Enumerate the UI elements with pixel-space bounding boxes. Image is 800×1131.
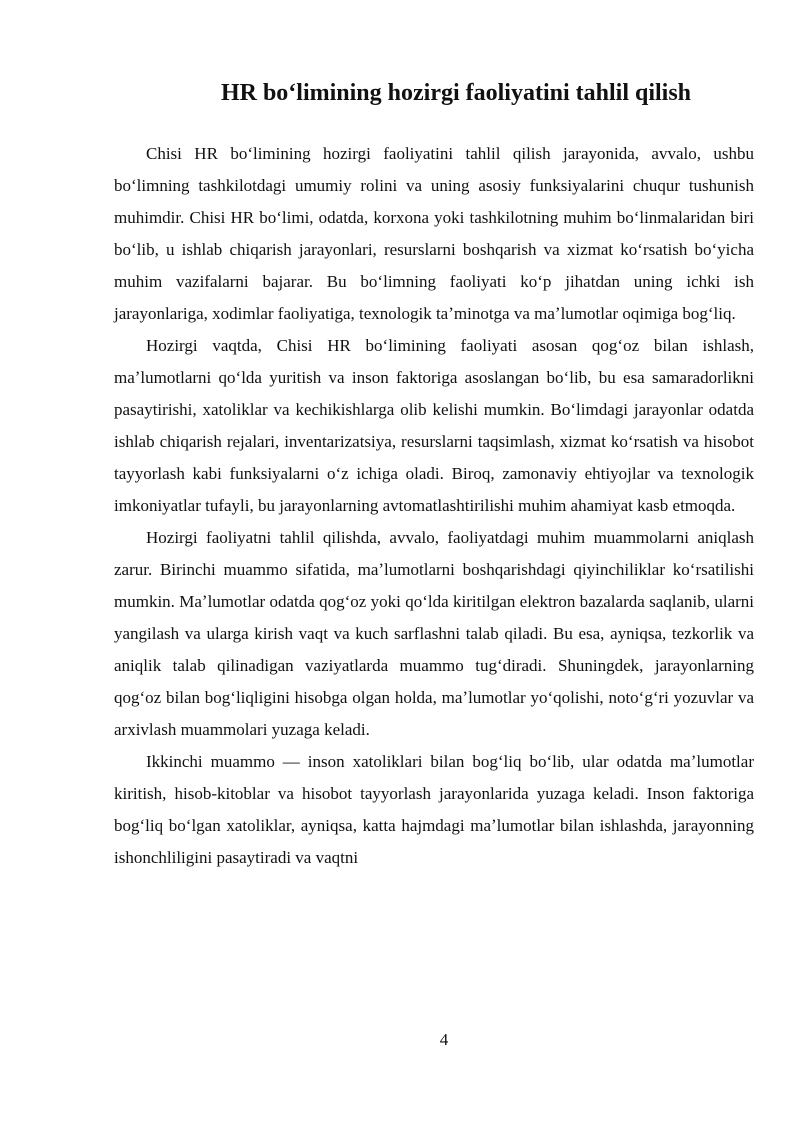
page-title: HR boʻlimining hozirgi faoliyatini tahlil qilish [220,80,692,106]
paragraph-2: Hozirgi vaqtda, Chisi HR boʻlimining faoliyati asosan qogʻoz bilan ishlash, maʼlumotlarni qoʻlda yuritish va inson faktoriga asoslangan boʻlib, bu esa samaradorlikni pasaytirishi, xatoliklar va kechikishlarga olib kelishi mumkin. Boʻlimdagi jarayonlar odatda ishlab chiqarish rejalari, inventarizatsiya, resurslarni taqsimlash, xizmat koʻrsatish va hisobot tayyorlash kabi funksiyalarni oʻz ichiga oladi. Biroq, zamonaviy ehtiyojlar va texnologik imkoniyatlar tufayli, bu jarayonlarning avtomatlashtirilishi muhim ahamiyat kasb etmoqda. [114,336,754,515]
paragraph-1: Chisi HR boʻlimining hozirgi faoliyatini tahlil qilish jarayonida, avvalo, ushbu boʻlimning tashkilotdagi umumiy rolini va uning asosiy funksiyalarini chuqur tushunish muhimdir. Chisi HR boʻlimi, odatda, korxona yoki tashkilotning muhim boʻlinmalaridan biri boʻlib, u ishlab chiqarish jarayonlari, resurslarni boshqarish va xizmat koʻrsatish boʻyicha muhim vazifalarni bajarar. Bu boʻlimning faoliyati koʻp jihatdan uning ichki ish jarayonlariga, xodimlar faoliyatiga, texnologik taʼminotga va maʼlumotlar oqimiga bogʻliq. [114,144,754,323]
page-number: 4 [439,1030,449,1049]
document-page [114,70,754,874]
paragraph-3: Hozirgi faoliyatni tahlil qilishda, avvalo, faoliyatdagi muhim muammolarni aniqlash zarur. Birinchi muammo sifatida, maʼlumotlarni boshqarishdagi qiyinchiliklar koʻrsatilishi mumkin. Maʼlumotlar odatda qogʻoz yoki qoʻlda kiritilgan elektron bazalarda saqlanib, ularni yangilash va ularga kirish vaqt va kuch sarflashni talab qiladi. Bu esa, ayniqsa, tezkorlik va aniqlik talab qilinadigan vaziyatlarda muammo tugʻdiradi. Shuningdek, jarayonlarning qogʻoz bilan bogʻliqligini hisobga olgan holda, maʼlumotlar yoʻqolishi, notoʻgʻri yozuvlar va arxivlash muammolari yuzaga keladi. [114,528,754,739]
paragraph-4: Ikkinchi muammo — inson xatoliklari bilan bogʻliq boʻlib, ular odatda maʼlumotlar kiritish, hisob-kitoblar va hisobot tayyorlash jarayonlarida yuzaga keladi. Inson faktoriga bogʻliq boʻlgan xatoliklar, ayniqsa, katta hajmdagi maʼlumotlar bilan ishlashda, jarayonning ishonchliligini pasaytiradi va vaqtni [114,752,754,867]
